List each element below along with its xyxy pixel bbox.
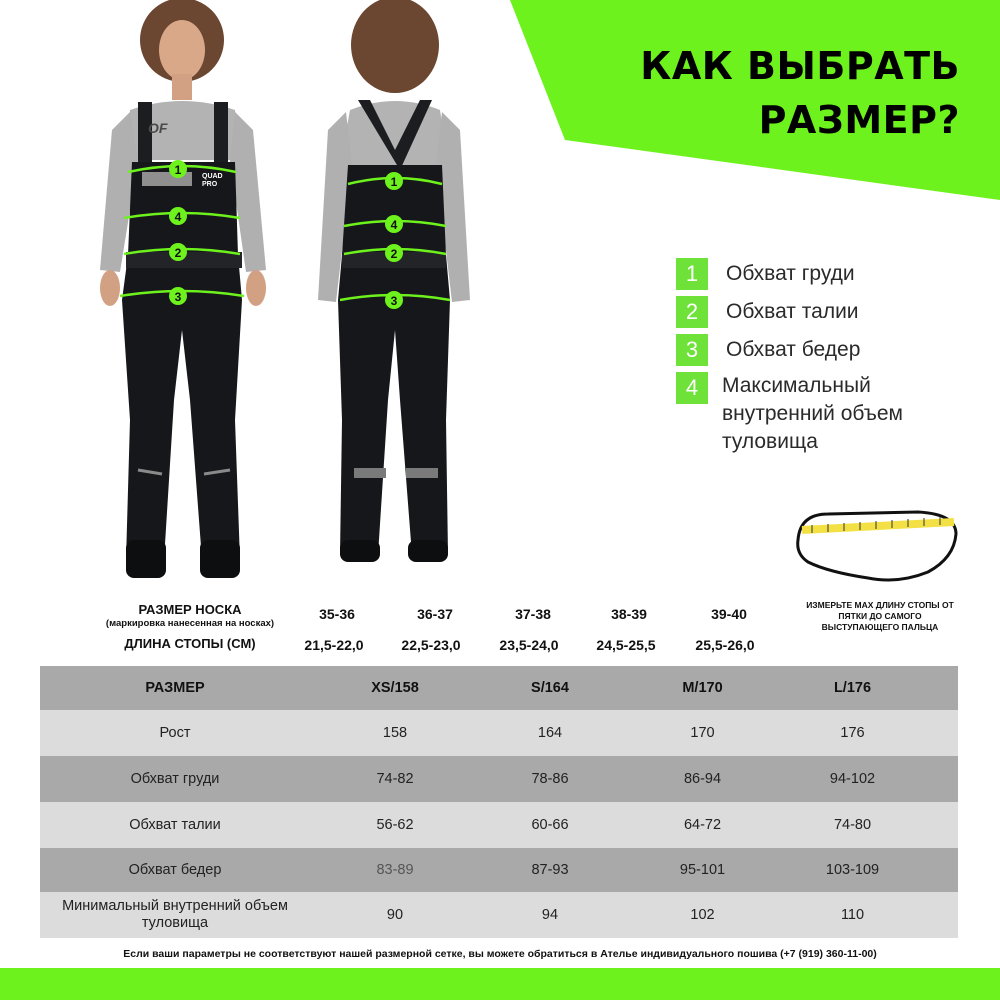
legend-label: Обхват груди: [726, 262, 855, 285]
legend-label: Обхват бедер: [726, 338, 861, 361]
sock-size-value: 39-40: [711, 606, 747, 622]
sock-size-value: 38-39: [611, 606, 647, 622]
table-cell: 94: [541, 907, 559, 923]
front-marker-1: [169, 160, 187, 178]
table-cell: 158: [382, 725, 408, 741]
legend-number: 4: [676, 372, 708, 404]
table-row: [40, 710, 958, 756]
footnote: Если ваши параметры не соответствуют нашей размерной сетке, вы можете обратиться в Ателье индивидуального пошива (+7 (919) 360-11-00): [123, 948, 877, 960]
svg-text:1: 1: [390, 175, 398, 189]
table-row: [40, 802, 958, 848]
sock-size-value: 35-36: [319, 606, 355, 622]
back-marker-4: [385, 215, 403, 233]
table-row: [40, 892, 958, 938]
svg-text:2: 2: [390, 247, 398, 261]
badge-text-1: QUAD: [202, 173, 223, 180]
foot-length-value: 21,5-22,0: [304, 637, 364, 653]
model-back-figure: [300, 0, 490, 585]
table-cell: 94-102: [829, 771, 876, 787]
legend-label: Обхват талии: [726, 300, 859, 323]
table-cell: 60-66: [531, 817, 569, 833]
table-cell: 110: [840, 907, 865, 923]
table-cell: 102: [690, 907, 715, 923]
table-cell: 176: [840, 725, 865, 741]
bottom-accent-bar: [0, 968, 1000, 1000]
table-header-cell: L/176: [833, 680, 872, 696]
size-table: [40, 666, 958, 938]
page-title-line-1: КАК ВЫБРАТЬ: [640, 44, 960, 88]
back-marker-2: [385, 244, 403, 262]
foot-length-label: ДЛИНА СТОПЫ (СМ): [124, 636, 256, 651]
table-cell: 56-62: [376, 817, 414, 833]
table-cell: Обхват талии: [129, 817, 221, 833]
table-cell: 170: [690, 725, 715, 741]
table-cell: 83-89: [376, 862, 414, 878]
table-cell: 74-80: [833, 817, 872, 833]
table-cell: 86-94: [683, 771, 722, 787]
sock-size-value: 36-37: [417, 606, 453, 622]
table-cell: 74-82: [376, 771, 414, 787]
page-title-line-2: РАЗМЕР?: [758, 98, 960, 142]
foot-length-value: 23,5-24,0: [499, 637, 559, 653]
table-row: [40, 848, 958, 892]
table-cell: Обхват груди: [130, 771, 220, 787]
model-front-figure: [90, 0, 280, 585]
table-cell: 87-93: [531, 862, 569, 878]
legend-number: 1: [676, 258, 708, 290]
brand-logo: OF: [148, 120, 168, 136]
table-cell: 164: [537, 725, 563, 741]
sock-size-value: 37-38: [515, 606, 551, 622]
table-header-row: [40, 666, 958, 710]
table-header-cell: РАЗМЕР: [145, 680, 205, 696]
legend-label: Максимальный внутренний объем туловища: [722, 374, 903, 453]
legend-number: 3: [676, 334, 708, 366]
back-marker-1: [385, 172, 403, 190]
badge-text-2: PRO: [202, 181, 218, 188]
front-marker-4: [169, 207, 187, 225]
table-cell: 103-109: [825, 862, 880, 878]
svg-text:3: 3: [390, 294, 398, 308]
front-marker-2: [169, 243, 187, 261]
table-cell: 78-86: [531, 771, 569, 787]
table-cell: 90: [386, 907, 404, 923]
foot-length-value: 24,5-25,5: [596, 637, 656, 653]
table-cell: Минимальный внутренний объем туловища: [62, 898, 288, 931]
table-header-cell: XS/158: [371, 680, 419, 696]
table-row: [40, 756, 958, 802]
table-cell: 64-72: [683, 817, 722, 833]
sock-size-sublabel: (маркировка нанесенная на носках): [105, 618, 275, 629]
table-header-cell: S/164: [531, 680, 569, 696]
foot-caption: ИЗМЕРЬТЕ MAX ДЛИНУ СТОПЫ ОТ ПЯТКИ ДО САМОГО ВЫСТУПАЮЩЕГО ПАЛЬЦА: [806, 600, 954, 632]
sock-size-label: РАЗМЕР НОСКА: [138, 602, 242, 617]
foot-length-value: 22,5-23,0: [401, 637, 461, 653]
table-header-cell: M/170: [682, 680, 723, 696]
svg-text:4: 4: [174, 210, 182, 224]
svg-text:3: 3: [174, 290, 182, 304]
table-cell: 95-101: [679, 862, 726, 878]
svg-text:2: 2: [174, 246, 182, 260]
foot-length-value: 25,5-26,0: [695, 637, 755, 653]
front-marker-3: [169, 287, 187, 305]
legend-number: 2: [676, 296, 708, 328]
back-marker-3: [385, 291, 403, 309]
svg-text:4: 4: [390, 218, 398, 232]
foot-illustration: [788, 500, 963, 590]
table-cell: Рост: [159, 725, 191, 741]
table-cell: Обхват бедер: [128, 862, 222, 878]
svg-text:1: 1: [174, 163, 182, 177]
